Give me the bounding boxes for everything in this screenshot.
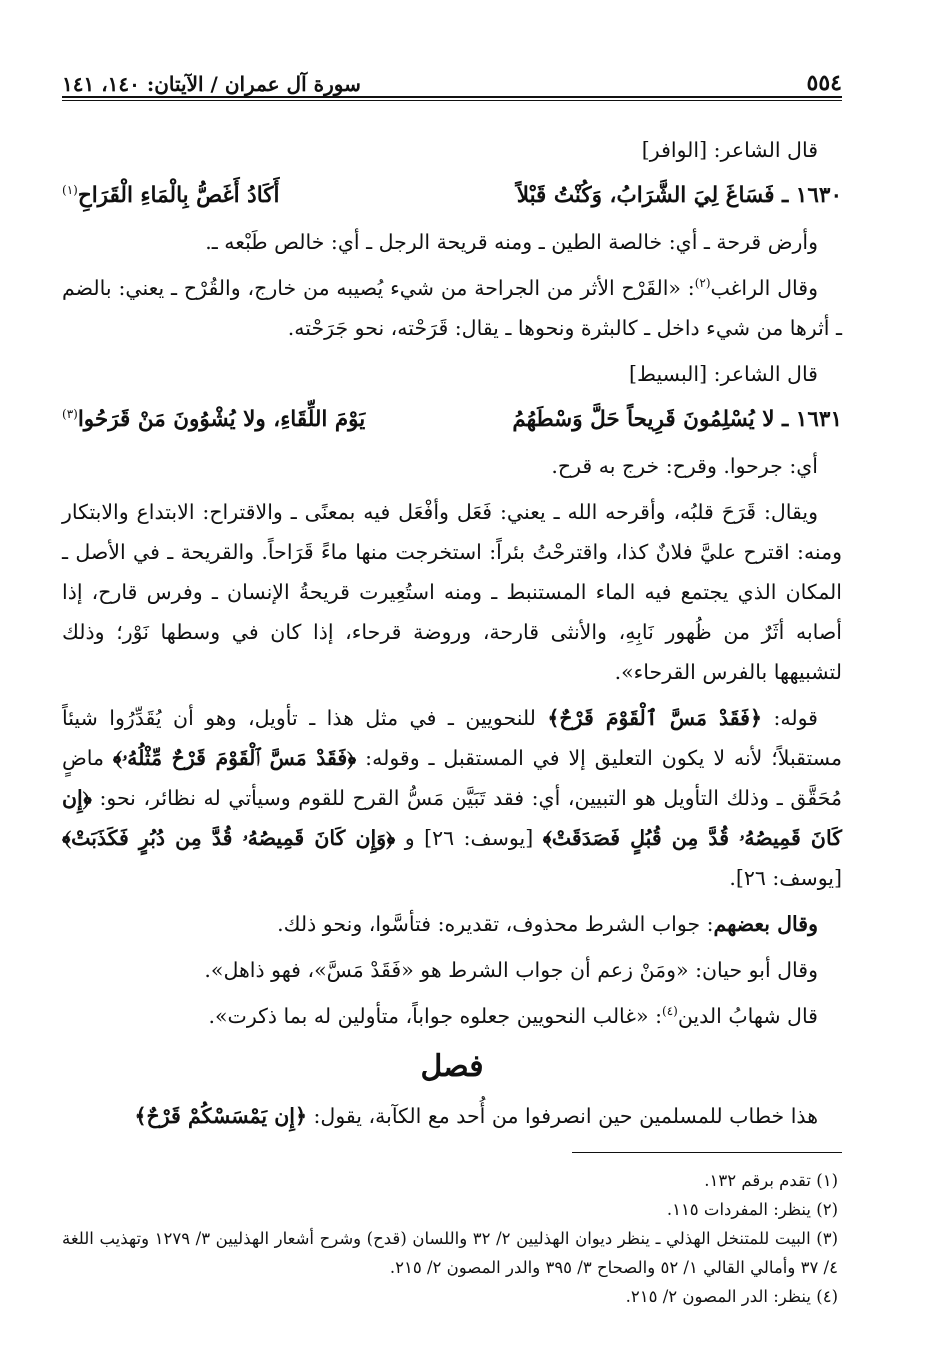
bold-phrase: وقال بعضهم <box>713 912 818 936</box>
verse-1631-first-hemistich: ١٦٣١ ـ لا يُسْلِمُونَ قَرِيحاً حَلَّ وَسْطَهُمُ <box>512 407 842 432</box>
footnote-ref-2: (٢) <box>694 276 711 291</box>
verse-1631-second-hemistich: يَوْمَ اللِّقَاءِ، ولا يُشْوُونَ مَنْ قَرَحُوا$^{(٣)}$ <box>62 406 366 432</box>
footnote-2: (٢) ينظر: المفردات ١١٥. <box>666 1200 838 1219</box>
footnote-4: (٤) ينظر: الدر المصون ٢/ ٢١٥. <box>625 1287 838 1306</box>
footnote-separator <box>572 1152 842 1153</box>
verse-1631 <box>62 400 842 440</box>
running-header <box>62 62 842 96</box>
paragraph-qawluhu: قوله: ﴿فَقَدْ مَسَّ ٱلْقَوْمَ قَرْحٌ﴾ للنحويين ـ في مثل هذا ـ تأويل، وهو أن يُقَدِّرُوا شيئاً مستقبلاً؛ لأنه لا يكون التعليق إلا في المستقبل ـ وقوله: ﴿فَقَدْ مَسَّ ٱلْقَوْمَ قَرْحٌ مِّثْلُهُۥ﴾ ماضٍ مُحَقَّق ـ وذلك التأويل هو التبيين، أي: فقد تَبَيَّن مَسُّ القرح للقوم وسيأتي له نظائر، نحو: ﴿إِن كَانَ قَمِيصُهُۥ قُدَّ مِن قُبُلٍ فَصَدَقَتْ﴾ [يوسف: ٢٦] و ﴿وَإِن كَانَ قَمِيصُهُۥ قُدَّ مِن دُبُرٍ فَكَذَبَتْ﴾ [يوسف: ٢٦]. <box>62 706 843 890</box>
running-title: سورة آل عمران / الآيتان: ١٤٠، ١٤١ <box>62 72 361 96</box>
poet-intro-wafir: قال الشاعر: [الوافر] <box>641 138 818 162</box>
paragraph-baduhum: وقال بعضهم: جواب الشرط محذوف، تقديره: فتأسَّوا، ونحو ذلك. <box>277 912 818 936</box>
footnote-3: (٣) البيت للمتنخل الهذلي ـ ينظر ديوان الهذليين ٢/ ٣٢ واللسان (قدح) وشرح أشعار الهذليين ٣/ ١٢٧٩ وتهذيب اللغة ٤/ ٣٧ وأمالي القالي ١/ ٥٢ والصحاح ٣/ ٣٩٥ والدر المصون ٢/ ٢١٥. <box>62 1229 838 1277</box>
footnotes <box>62 1166 842 1311</box>
poet-intro-basit: قال الشاعر: [البسيط] <box>629 362 818 386</box>
book-page <box>62 52 842 1342</box>
page-number: ٥٥٤ <box>806 70 842 96</box>
main-text <box>62 130 842 1142</box>
header-rule <box>62 96 842 98</box>
quran-quote: ﴿إِن كَانَ قَمِيصُهُۥ قُدَّ مِن قُبُلٍ فَصَدَقَتْ﴾ <box>62 786 842 850</box>
footnote-ref-4: (٤) <box>662 1004 678 1019</box>
quran-quote: ﴿إِن يَمْسَسْكُمْ قَرْحٌ﴾ <box>134 1104 307 1128</box>
paragraph-shihab: قال شهابُ الدين$^{(٤)}$: «غالب النحويين جعلوه جواباً، متأولين له بما ذكرت». <box>208 1004 818 1028</box>
paragraph-jarahu: أي: جرحوا. وقرح: خرج به قرح. <box>551 454 818 478</box>
paragraph-raghib: وقال الراغب$^{(٢)}$: «القَرْح الأثر من الجراحة من شيء يُصيبه من خارج، والقُرْح ـ يعني: بالضم ـ أثرها من شيء داخل ـ كالبثرة ونحوها ـ يقال: قَرَحْته، نحو جَرَحْته. <box>62 276 842 340</box>
verse-1630-first-hemistich: ١٦٣٠ ـ فَسَاغَ لِيَ الشَّرَابُ، وَكُنْتُ قَبْلاً <box>516 183 842 208</box>
section-heading: فصل <box>420 1049 484 1084</box>
quran-quote: ﴿فَقَدْ مَسَّ ٱلْقَوْمَ قَرْحٌ مِّثْلُهُۥ﴾ <box>112 746 357 770</box>
verse-1630-second-hemistich: أَكَادُ أَغَصُّ بِالْمَاءِ الْقَرَاحِ$^{(١)}$ <box>62 182 280 208</box>
footnote-1: (١) تقدم برقم ١٣٢. <box>704 1171 838 1190</box>
verse-1630 <box>62 176 842 216</box>
footnote-ref-3: (٣) <box>62 406 78 421</box>
paragraph-abu-hayyan: وقال أبو حيان: «ومَنْ زعم أن جواب الشرط هو «فَقَدْ مَسَّ»، فهو ذاهل». <box>204 958 818 982</box>
header-rule-thin <box>62 100 842 101</box>
quran-quote: ﴿وَإِن كَانَ قَمِيصُهُۥ قُدَّ مِن دُبُرٍ فَكَذَبَتْ﴾ <box>62 826 396 850</box>
paragraph-khitab: هذا خطاب للمسلمين حين انصرفوا من أُحد مع الكآبة، يقول: ﴿إِن يَمْسَسْكُمْ قَرْحٌ﴾ <box>134 1104 818 1128</box>
quran-quote: ﴿فَقَدْ مَسَّ ٱلْقَوْمَ قَرْحٌ﴾ <box>547 706 762 730</box>
paragraph-iqtirah: ويقال: قَرَحَ قلبُه، وأقرحه الله ـ يعني: فَعَل وأفْعَل فيه بمعنًى ـ والاقتراح: الابتداع والابتكار ومنه: اقترح عليَّ فلانٌ كذا، واقترحْتُ بئراً: استخرجت منها ماءً قَرَاحاً. والقريحة ـ في الأصل ـ المكان الذي يجتمع فيه الماء المستنبط ـ ومنه استُعِيرت قريحةُ الإنسان ـ وفرس قارح، إذا أصابه أثَرٌ من ظُهور نَابِهِ، والأنثى قارحة، وروضة قرحاء، إذا كان في وسطها نَوْر؛ وذلك لتشبيهها بالفرس القرحاء». <box>62 500 842 684</box>
footnote-ref-1: (١) <box>62 182 78 197</box>
paragraph-qariha: وأرض قرحة ـ أي: خالصة الطين ـ ومنه قريحة الرجل ـ أي: خالص طَبْعه ـ. <box>205 230 818 254</box>
